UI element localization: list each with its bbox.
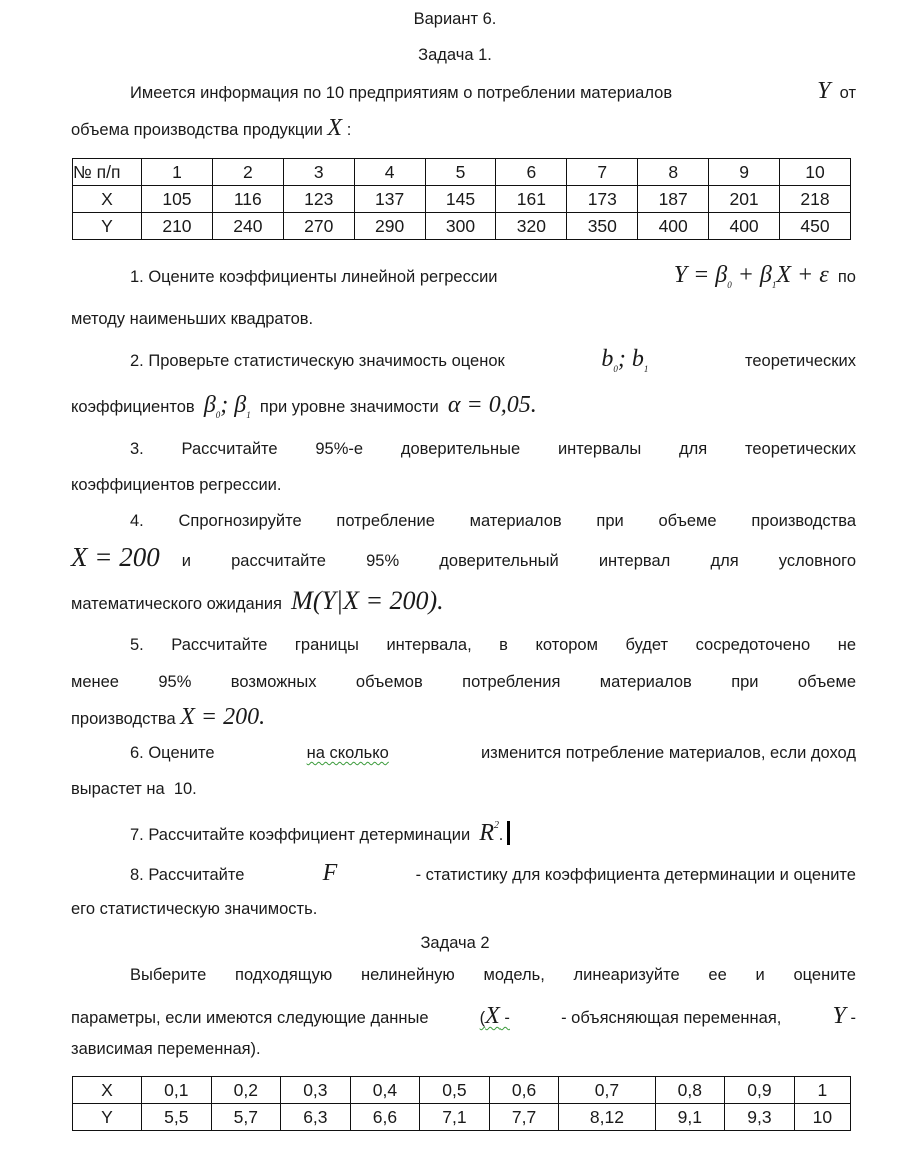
item-2-end: теоретических bbox=[744, 352, 856, 370]
item-2-text: 2. Проверьте статистическую значимость оценок bbox=[130, 352, 505, 370]
item-4-text-2: и рассчитайте 95% доверительный интервал для условного bbox=[181, 552, 856, 570]
item-1-line1 bbox=[130, 262, 856, 290]
header-cell: 7 bbox=[567, 159, 638, 186]
paren-open: ( bbox=[479, 1009, 486, 1027]
task2-dash: - bbox=[850, 1009, 856, 1027]
row-label: X bbox=[73, 1077, 142, 1104]
x-eq-200-formula: X = 200 bbox=[71, 542, 160, 572]
x-eq-200-formula-2: X = 200. bbox=[180, 704, 266, 730]
var-x: X bbox=[327, 115, 343, 141]
cell: 145 bbox=[425, 186, 496, 213]
cell: 10 bbox=[794, 1104, 850, 1131]
item-7-text: 7. Рассчитайте коэффициент детерминации bbox=[130, 826, 471, 844]
cell: 173 bbox=[567, 186, 638, 213]
task1-data-table bbox=[72, 158, 851, 240]
cell: 0,4 bbox=[350, 1077, 420, 1104]
item-4-line1: 4. Спрогнозируйте потребление материалов при объеме производства bbox=[130, 512, 856, 530]
item-1-text: 1. Оцените коэффициенты линейной регрессии bbox=[130, 268, 498, 286]
var-y: Y bbox=[817, 78, 831, 104]
intro-colon: : bbox=[346, 121, 352, 139]
row-label: Y bbox=[73, 213, 142, 240]
item-3-line1: 3. Рассчитайте 95%-е доверительные интервалы для теоретических bbox=[130, 440, 856, 458]
cell: 0,8 bbox=[655, 1077, 725, 1104]
header-label-cell: № п/п bbox=[73, 159, 142, 186]
cell: 0,3 bbox=[281, 1077, 351, 1104]
cell: 300 bbox=[425, 213, 496, 240]
item-5-line1: 5. Рассчитайте границы интервала, в котором будет сосредоточено не bbox=[130, 636, 856, 654]
cell: 240 bbox=[212, 213, 283, 240]
item-5-line2: менее 95% возможных объемов потребления материалов при объеме bbox=[71, 673, 856, 691]
task2-text-2: параметры, если имеются следующие данные bbox=[71, 1009, 429, 1027]
intro-text: Имеется информация по 10 предприятиям о потреблении материалов bbox=[130, 84, 673, 102]
row-label: X bbox=[73, 186, 142, 213]
cell: 290 bbox=[354, 213, 425, 240]
cell: 0,9 bbox=[725, 1077, 795, 1104]
task2-line1: Выберите подходящую нелинейную модель, линеаризуйте ее и оцените bbox=[130, 966, 856, 984]
header-cell: 4 bbox=[354, 159, 425, 186]
header-cell: 10 bbox=[780, 159, 851, 186]
task1-intro-line2 bbox=[71, 115, 351, 142]
header-cell: 6 bbox=[496, 159, 567, 186]
task2-line2: параметры, если имеются следующие данные (X - - объясняющая переменная, Y - bbox=[71, 1003, 856, 1029]
header-cell: 1 bbox=[142, 159, 213, 186]
task1-title: Задача 1. bbox=[418, 46, 492, 64]
item-2-text-2: коэффициентов bbox=[71, 398, 195, 416]
header-cell: 3 bbox=[283, 159, 354, 186]
item-3-line2: коэффициентов регрессии. bbox=[71, 476, 282, 494]
item-8-line1 bbox=[130, 860, 856, 887]
item-7-line1: 7. Рассчитайте коэффициент детерминации $R^2$. bbox=[130, 820, 510, 847]
cell: 0,1 bbox=[142, 1077, 212, 1104]
item-5-text-3: производства bbox=[71, 710, 176, 728]
cell: 450 bbox=[780, 213, 851, 240]
header-cell: 5 bbox=[425, 159, 496, 186]
item-4-line2 bbox=[71, 542, 856, 573]
beta-formula: $\beta_0$; $\beta_1$ bbox=[203, 392, 251, 420]
cell: 5,7 bbox=[211, 1104, 281, 1131]
header-cell: 8 bbox=[638, 159, 709, 186]
cell: 201 bbox=[709, 186, 780, 213]
cell: 1 bbox=[794, 1077, 850, 1104]
cell: 7,1 bbox=[420, 1104, 490, 1131]
alpha-formula: α = 0,05. bbox=[447, 392, 537, 418]
header-cell: 9 bbox=[709, 159, 780, 186]
estimates-formula: $b_0$; $b_1$ bbox=[601, 346, 649, 374]
conditional-expectation-formula: M(Y|X = 200). bbox=[291, 586, 444, 615]
intro-text-2: объема производства продукции bbox=[71, 121, 323, 139]
cell: 9,3 bbox=[725, 1104, 795, 1131]
cell: 0,6 bbox=[489, 1077, 559, 1104]
item-8-text-2: - статистику для коэффициента детерминации и оцените bbox=[415, 866, 856, 884]
task2-title: Задача 2 bbox=[420, 934, 490, 952]
table-row-y bbox=[73, 213, 851, 240]
item-6-text-2: изменится потребление материалов, если доход bbox=[480, 744, 856, 762]
cell: 6,6 bbox=[350, 1104, 420, 1131]
item-8-line2: его статистическую значимость. bbox=[71, 900, 318, 918]
intro-end: от bbox=[839, 84, 856, 102]
task1-intro-line1 bbox=[130, 78, 856, 105]
cell: 8,12 bbox=[559, 1104, 655, 1131]
cell: 350 bbox=[567, 213, 638, 240]
cell: 105 bbox=[142, 186, 213, 213]
variant-title: Вариант 6. bbox=[413, 10, 497, 28]
item-2-line2 bbox=[71, 392, 537, 420]
item-8-text: 8. Рассчитайте bbox=[130, 866, 245, 884]
cell: 187 bbox=[638, 186, 709, 213]
cell: 137 bbox=[354, 186, 425, 213]
regression-formula: $Y = \beta_0 + \beta_1X + \varepsilon$ bbox=[673, 262, 829, 290]
cell: 116 bbox=[212, 186, 283, 213]
var-x-2: X bbox=[485, 1003, 500, 1029]
task2-line3: зависимая переменная). bbox=[71, 1040, 261, 1058]
task2-text-3: - объясняющая переменная, bbox=[561, 1009, 782, 1027]
item-2-line1 bbox=[130, 346, 856, 374]
r-squared-formula: $R^2$ bbox=[479, 820, 500, 846]
cell: 320 bbox=[496, 213, 567, 240]
table-row-x bbox=[73, 186, 851, 213]
table-row-y bbox=[73, 1104, 851, 1131]
cell: 9,1 bbox=[655, 1104, 725, 1131]
var-y-2: Y bbox=[832, 1003, 846, 1029]
item-5-line3 bbox=[71, 704, 265, 731]
item-6-line1 bbox=[130, 744, 856, 763]
item-6-line2: вырастет на 10. bbox=[71, 780, 197, 798]
text-cursor bbox=[507, 821, 510, 845]
cell: 270 bbox=[283, 213, 354, 240]
item-2-text-3: при уровне значимости bbox=[259, 398, 439, 416]
spellcheck-underlined-text: на сколько bbox=[306, 744, 389, 762]
cell: 6,3 bbox=[281, 1104, 351, 1131]
table-row-x bbox=[73, 1077, 851, 1104]
item-4-text-3: математического ожидания bbox=[71, 595, 282, 613]
item-1-line2: методу наименьших квадратов. bbox=[71, 310, 314, 328]
cell: 400 bbox=[709, 213, 780, 240]
cell: 123 bbox=[283, 186, 354, 213]
cell: 210 bbox=[142, 213, 213, 240]
cell: 218 bbox=[780, 186, 851, 213]
cell: 0,7 bbox=[559, 1077, 655, 1104]
cell: 0,5 bbox=[420, 1077, 490, 1104]
item-1-end: по bbox=[837, 268, 856, 286]
item-4-line3 bbox=[71, 586, 444, 616]
cell: 161 bbox=[496, 186, 567, 213]
cell: 7,7 bbox=[489, 1104, 559, 1131]
f-stat-formula: F bbox=[322, 860, 338, 886]
header-cell: 2 bbox=[212, 159, 283, 186]
table-header-row bbox=[73, 159, 851, 186]
task2-data-table bbox=[72, 1076, 851, 1131]
item-6-text: 6. Оцените bbox=[130, 744, 215, 762]
cell: 5,5 bbox=[142, 1104, 212, 1131]
row-label: Y bbox=[73, 1104, 142, 1131]
cell: 0,2 bbox=[211, 1077, 281, 1104]
cell: 400 bbox=[638, 213, 709, 240]
